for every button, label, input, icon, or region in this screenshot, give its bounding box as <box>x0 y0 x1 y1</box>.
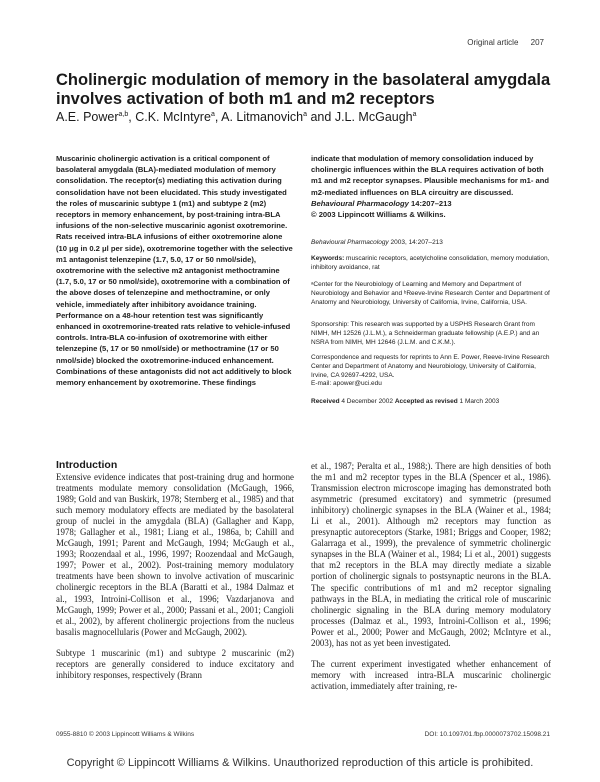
abstract-right-text: indicate that modulation of memory consolidation induced by cholinergic influences within the BLA requires activation of both m1 and m2 receptor synapses. Plausible mechanisms for m1- and m2-mediated influences on BLA circuitry are discussed. <box>311 154 550 197</box>
article-title: Cholinergic modulation of memory in the basolateral amygdala involves activation of both m1 and m2 receptors <box>56 71 551 108</box>
author-affiliation: a <box>210 111 215 118</box>
abstract-citation: 14:207–213 <box>411 198 452 208</box>
paragraph: Subtype 1 muscarinic (m1) and subtype 2 muscarinic (m2) receptors are generally considered to induce excitatory and inhibitory responses, respectively (Brann <box>56 647 294 680</box>
meta-journal: Behavioural Pharmacology <box>311 239 389 246</box>
revised-date: 1 March 2003 <box>459 398 500 405</box>
copyright-notice: Copyright © Lippincott Williams & Wilkins. Unauthorized reproduction of this article is prohibited. <box>66 757 534 769</box>
meta-citation: 2003, 14:207–213 <box>390 239 443 246</box>
abstract-copyright: © 2003 Lippincott Williams & Wilkins. <box>311 210 446 220</box>
paragraph: The current experiment investigated whether enhancement of memory with increased intra-BLA muscarinic cholinergic activation, immediately after training, re- <box>311 658 551 691</box>
author: A. Litmanovich <box>221 110 304 125</box>
journal-citation <box>311 239 551 248</box>
correspondence-text: Correspondence and requests for reprints to Ann E. Power, Reeve-Irvine Research Center and Department of Anatomy and Neurobiology, University of California, Irvine, CA 92697-4292, USA. <box>311 354 550 379</box>
author-affiliation: a,b <box>118 111 129 118</box>
affiliation: ᵃCenter for the Neurobiology of Learning and Memory and Department of Neurobiology and Behavior and ᵇReeve-Irvine Research Center and Department of Anatomy and Neurobiology, University of California, Irvine, California, USA. <box>311 281 550 306</box>
keywords <box>311 255 551 273</box>
received-date: 4 December 2002 <box>341 398 394 405</box>
sponsorship: Sponsorship: This research was supported by a USPHS Research Grant from NIMH, MH 12526 (J.L.M.), a Schneiderman graduate fellowship (A.E.P.) and an NSRA from NIMH, MH 12646 (J.L.M. and C.K.M.). <box>311 321 540 346</box>
revised-label: Accepted as revised <box>394 398 458 405</box>
received-label: Received <box>311 398 340 405</box>
author-list: A.E. Power$^{a,b}$, C.K. McIntyre$^a$, A. Litmanovich$^a$ and J.L. McGaugh$^a$ <box>56 110 417 125</box>
author: C.K. McIntyre <box>135 110 211 125</box>
author-affiliation: a <box>412 111 417 118</box>
paragraph: Extensive evidence indicates that post-training drug and hormone treatments modulate memory consolidation (McGaugh, 1966, 1989; Gold and van Buskirk, 1978; Sternberg et al., 1985) and that such memory modulatory effects are mediated by the basolateral group of nuclei in the amygdala (BLA) (Gallagher and Kapp, 1978; Gallagher et al., 1981; Liang et al., 1986a, b; Cahill and McGaugh, 1991; Parent and McGaugh, 1994; McGaugh et al., 1993; Roozendaal et al., 1996, 1997; Roozendaal and McGaugh, 1997; Power et al., 2002). Post-training memory modulatory treatments have been shown to involve activation of muscarinic cholinergic receptors in the BLA (Baratti et al., 1984 Dalmaz et al., 1993, Introini-Collison et al., 1996; Vazdarjanova and McGaugh, 1999; Power et al., 2000; Passani et al., 2001; Cangioli et al., 2002), by afferent cholinergic projections from the nucleus basalis magnocellularis (Power and McGaugh, 2002). <box>56 472 294 637</box>
author-affiliation: a <box>303 111 307 118</box>
keywords-text: muscarinic receptors, acetylcholine consolidation, memory modulation, inhibitory avoidance, rat <box>311 255 550 271</box>
abstract-left: Muscarinic cholinergic activation is a critical component of basolateral amygdala (BLA)-mediated modulation of memory consolidation. The receptor(s) mediating this activation during consolidation have not been elucidated. This study investigated the roles of muscarinic subtype 1 (m1) and subtype 2 (m2) receptors in memory enhancement, by post-training intra-BLA infusions of the non-selective muscarinic agonist oxotremorine. Rats received intra-BLA infusions of either oxotremorine alone (10 μg in 0.2 μl per side), oxotremorine together with the selective m1 antagonist telenzepine (1.7, 5.0, 17 or 50 nmol/side), oxotremorine with the selective m2 antagonist methoctramine (1.7, 5.0, 17 or 50 nmol/side), oxotremorine with a combination of the above doses of telenzepine and methoctramine, or only vehicle, immediately after inhibitory avoidance training. Performance on a 48-hour retention test was significantly enhanced in oxotremorine-treated rats relative to vehicle-infused controls. Intra-BLA co-infusion of oxotremorine with either telenzepine (5, 17 or 50 nmol/side) or methoctramine (17 or 50 nmol/side) blocked the oxotremorine-induced enhancement. Combinations of these antagonists did not act additively to block memory enhancement by oxotremorine. These findings <box>56 154 293 388</box>
author: A.E. Power <box>56 110 119 125</box>
paragraph: et al., 1987; Peralta et al., 1988;). There are high densities of both the m1 and m2 receptor types in the BLA (Spencer et al., 1986). Transmission electron microscope imaging has demonstrated both asymmetric (presumed excitatory) and symmetric (presumed inhibitory) cholinergic synapses in the BLA (Wainer et al., 1984; Li et al., 2001). Although m2 receptors may function as presynaptic autoreceptors (Starke, 1981; Briggs and Cooper, 1982; Galarraga et al., 1999), the prevalence of symmetric cholinergic synapses in the BLA (Wainer et al., 1984; Li et al., 2001) suggests that m2 receptors in the BLA may directly mediate a sizable portion of cholinergic signals to postsynaptic neurons in the BLA. The specific contributions of m1 and m2 receptor signaling pathways in the BLA, in mediating the critical role of muscarinic cholinergic signaling in the BLA during memory modulatory processes (Dalmaz et al., 1993, Introini-Collison et al., 1996; Power et al., 2000; Power and McGaugh, 2002; McIntyre et al., 2003), has not as yet been investigated. <box>311 461 551 648</box>
section-label: Original article <box>467 38 519 47</box>
section-heading: Introduction <box>56 459 118 471</box>
running-header <box>457 38 544 47</box>
intro-right-column <box>311 461 551 702</box>
author: J.L. McGaugh <box>334 110 413 125</box>
footer-doi: DOI: 10.1097/01.fbp.0000073702.15098.21 <box>424 731 550 738</box>
abstract-right <box>311 153 551 220</box>
footer-left: 0955-8810 © 2003 Lippincott Williams & Wilkins <box>56 731 195 738</box>
page-number: 207 <box>530 38 544 47</box>
abstract-journal: Behavioural Pharmacology <box>311 198 409 208</box>
received-dates <box>311 398 551 407</box>
email: E-mail: apower@uci.edu <box>311 380 382 388</box>
intro-left-column <box>56 472 294 691</box>
keywords-label: Keywords: <box>311 255 345 262</box>
correspondence <box>311 354 551 389</box>
